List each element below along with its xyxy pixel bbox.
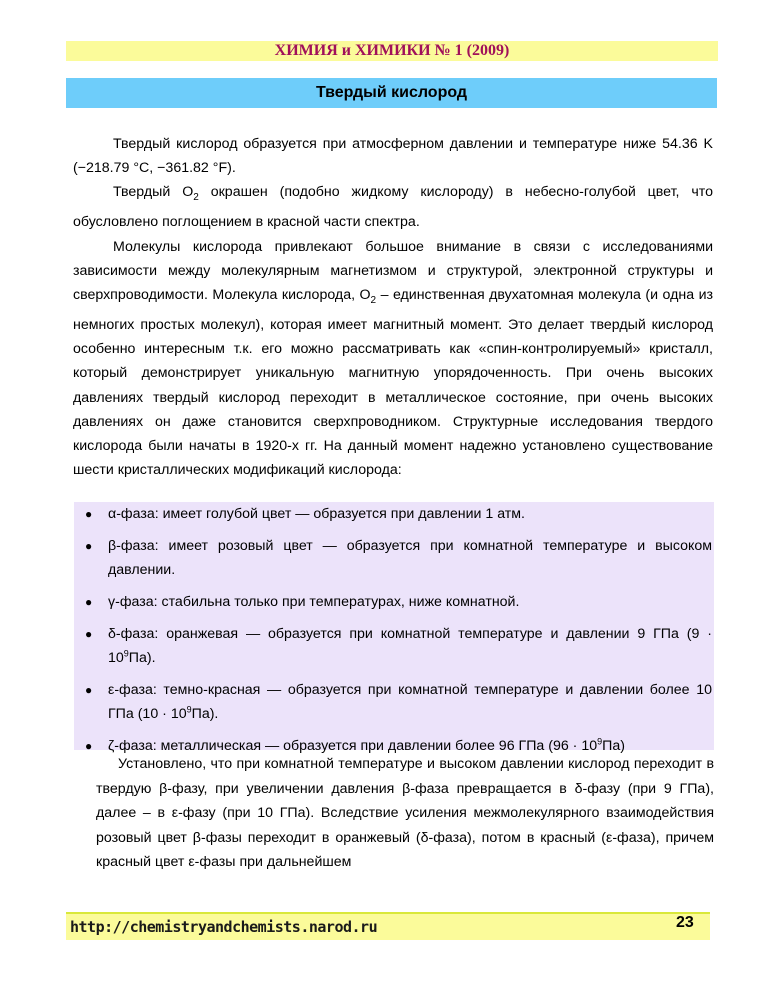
- phase-text: γ-фаза: стабильна только при температурах, ниже комнатной.: [108, 594, 520, 610]
- list-item: [74, 622, 714, 670]
- paragraph-3: [73, 235, 713, 483]
- superscript-exponent: 9: [597, 736, 603, 747]
- phase-unit: Па).: [191, 706, 219, 722]
- paragraph-2: [73, 180, 713, 234]
- closing-paragraph: Установлено, что при комнатной температуре и высоком давлении кислород переходит в твердую β-фазу, при увеличении давления β-фаза превращается в δ-фазу (при 9 ГПа), далее – в ε-фазу (при 10 ГПа). Вследствие усиления межмолекулярного взаимодействия розовый цвет β-фазы переходит в оранжевый (δ-фаза), потом в красный (ε-фаза), причем красный цвет ε-фазы при дальнейшем: [96, 756, 714, 870]
- article-title-band: [66, 78, 717, 108]
- bullet-icon: ●: [85, 739, 93, 753]
- bullet-icon: ●: [85, 539, 93, 553]
- journal-title: ХИМИЯ и ХИМИКИ № 1 (2009): [274, 42, 510, 59]
- paragraph-3-text-a: Молекулы кислорода привлекают большое внимание в связи с исследованиями зависимости между молекулярным магнетизмом и структурой, электронной структуры и сверхпроводимости. Молекула кислорода, O: [73, 238, 713, 304]
- list-item: [74, 534, 714, 582]
- article-body: [73, 132, 713, 483]
- paragraph-3-text-b: – единственная двухатомная молекула (и одна из немногих простых молекул), которая имеет магнитный момент. Это делает твердый кислород особенно интересным т.к. его можно рассматривать как «спин-контролируемый» кристалл, который демонстрирует уникальную магнитную упорядоченность. При очень высоких давлениях твердый кислород переходит в металлическое состояние, при очень высоких давлениях он даже становится сверхпроводником. Структурные исследования твердого кислорода были начаты в 1920-х гг. На данный момент надежно установлено существование шести кристаллических модификаций кислорода:: [73, 287, 713, 479]
- phase-text: β-фаза: имеет розовый цвет — образуется при комнатной температуре и высоком давлении.: [108, 538, 712, 578]
- phase-list: [74, 502, 714, 766]
- journal-header: [66, 41, 718, 61]
- page-number: 23: [676, 914, 694, 931]
- phase-text: α-фаза: имеет голубой цвет — образуется при давлении 1 атм.: [108, 506, 525, 522]
- site-link[interactable]: http://chemistryandchemists.narod.ru: [70, 918, 378, 936]
- phase-text: ζ-фаза: металлическая — образуется при давлении более 96 ГПа (96 · 10: [108, 738, 598, 754]
- phase-text: ε-фаза: темно-красная — образуется при комнатной температуре и давлении более 10 ГПа (10 · 10: [108, 682, 712, 722]
- closing-paragraph-block: [96, 752, 714, 875]
- bullet-icon: ●: [85, 507, 93, 521]
- bullet-icon: ●: [85, 595, 93, 609]
- phase-text: δ-фаза: оранжевая — образуется при комнатной температуре и давлении 9 ГПа (9 · 10: [108, 626, 712, 666]
- bullet-icon: ●: [85, 683, 93, 697]
- subscript-2: 2: [370, 294, 377, 306]
- list-item: [74, 502, 714, 526]
- bullet-icon: ●: [85, 627, 93, 641]
- paragraph-1: Твердый кислород образуется при атмосферном давлении и температуре ниже 54.36 K (−218.79 °C, −361.82 °F).: [73, 136, 713, 177]
- superscript-exponent: 9: [123, 648, 129, 659]
- list-item: [74, 590, 714, 614]
- list-item: [74, 678, 714, 726]
- article-title: Твердый кислород: [315, 84, 468, 101]
- subscript-2: 2: [193, 192, 199, 204]
- paragraph-2-text-a: Твердый O: [113, 184, 194, 201]
- superscript-exponent: 9: [186, 704, 192, 715]
- phase-unit: Па): [602, 738, 625, 754]
- phase-unit: Па).: [128, 650, 156, 666]
- paragraph-2-text-b: окрашен (подобно жидкому кислороду) в небесно-голубой цвет, что обусловлено поглощением в красной части спектра.: [73, 184, 713, 231]
